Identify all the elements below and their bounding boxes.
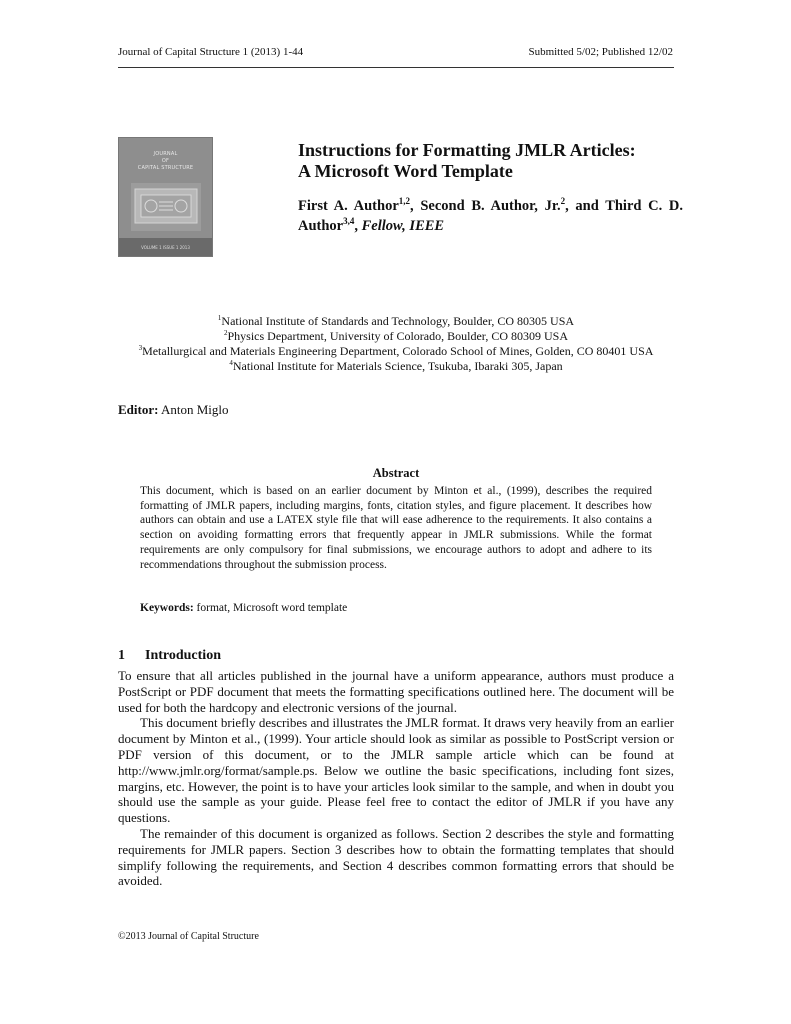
section-number: 1: [118, 648, 125, 663]
paper-title-line2: A Microsoft Word Template: [298, 161, 513, 181]
affiliation-line: [118, 314, 674, 329]
affiliation-text: National Institute for Materials Science, Tsukuba, Ibaraki 305, Japan: [232, 359, 563, 373]
journal-cover-image: [118, 137, 213, 257]
author-name: Second B. Author, Jr.: [420, 198, 561, 214]
paper-title: [298, 140, 678, 182]
editor-label: Editor:: [118, 402, 159, 417]
cover-title-line: CAPITAL STRUCTURE: [137, 165, 194, 171]
keywords-label: Keywords:: [140, 602, 194, 614]
affiliation-marker: 1: [217, 314, 222, 322]
editor-name: Anton Miglo: [158, 402, 229, 417]
author-separator: ,: [410, 198, 421, 214]
author-affiliation-marker: 1,2: [398, 196, 411, 207]
paper-title-line1: Instructions for Formatting JMLR Articles:: [298, 140, 636, 160]
author-affiliation-marker: 3,4: [343, 216, 355, 227]
section-title: Introduction: [145, 648, 221, 663]
keywords-text: format, Microsoft word template: [193, 602, 348, 614]
cover-title-line: OF: [161, 158, 170, 164]
keywords-line: [140, 602, 347, 614]
body-paragraph: To ensure that all articles published in the journal have a uniform appearance, authors must produce a PostScript or PDF document that meets the formatting specifications outlined here. The document will be used for both the hardcopy and electronic versions of the journal.: [118, 668, 674, 715]
running-header-journal: Journal of Capital Structure 1 (2013) 1-44: [118, 46, 304, 58]
affiliation-marker: 2: [224, 329, 228, 337]
editor-line: [118, 402, 229, 418]
affiliation-line: [118, 329, 674, 344]
copyright-footer: ©2013 Journal of Capital Structure: [118, 931, 259, 942]
author-separator: ,: [354, 218, 362, 234]
affiliations: [118, 314, 674, 374]
section-heading-introduction: [118, 648, 221, 664]
affiliation-text: Metallurgical and Materials Engineering Department, Colorado School of Mines, Golden, CO 80401 USA: [142, 344, 654, 358]
body-paragraph: This document briefly describes and illustrates the JMLR format. It draws very heavily from an earlier document by Minton et al., (1999). Your article should look as similar as possible to PostScript version or PDF version of this document, or to the JMLR sample article which can be found at http://www.jmlr.org/format/sample.ps. Below we outline the basic specifications, including font sizes, margins, etc. However, the point is to have your articles look similar to the sample, and when in doubt you should use the sample as your guide. Please feel free to contact the editor of JMLR if you have any questions.: [118, 715, 674, 826]
header-rule: [118, 67, 674, 68]
cover-illustration: [131, 183, 201, 231]
affiliation-line: [118, 359, 674, 374]
author-name: Third C. D. Author: [298, 198, 684, 234]
abstract-heading: Abstract: [372, 466, 420, 480]
affiliation-text: Physics Department, University of Colorado, Boulder, CO 80309 USA: [227, 329, 568, 343]
body-paragraph: The remainder of this document is organized as follows. Section 2 describes the style and formatting requirements for JMLR papers. Section 3 describes how to obtain the formatting templates that should simplify following the requirements, and Section 4 describes common formatting errors that should be avoided.: [118, 825, 674, 889]
author-name: First A. Author: [298, 198, 399, 214]
abstract-text: This document, which is based on an earlier document by Minton et al., (1999), describes the required formatting of JMLR papers, including margins, fonts, citation styles, and figure placement. It describes how authors can obtain and use a LATEX style file that will ease adherence to the requirements. It also contains a section on avoiding formatting errors that frequently appear in JMLR submissions. While the format requirements are only compulsory for final submissions, we encourage authors to adopt and adhere to its recommendations throughout the submission process.: [140, 485, 652, 571]
running-header-dates: Submitted 5/02; Published 12/02: [528, 46, 673, 58]
cover-title-line: JOURNAL: [153, 151, 178, 157]
section-body: [118, 668, 674, 889]
affiliation-marker: 3: [138, 344, 143, 352]
author-affiliation-marker: 2: [560, 196, 566, 207]
affiliation-line: [118, 344, 674, 359]
author-honorific: Fellow, IEEE: [361, 218, 445, 234]
cover-title: [119, 151, 212, 172]
cover-band-text: VOLUME 1 ISSUE 1 2013: [141, 245, 190, 250]
author-list: [298, 196, 683, 236]
affiliation-marker: 4: [229, 359, 233, 367]
affiliation-text: National Institute of Standards and Technology, Boulder, CO 80305 USA: [221, 314, 575, 328]
author-separator: , and: [565, 198, 606, 214]
